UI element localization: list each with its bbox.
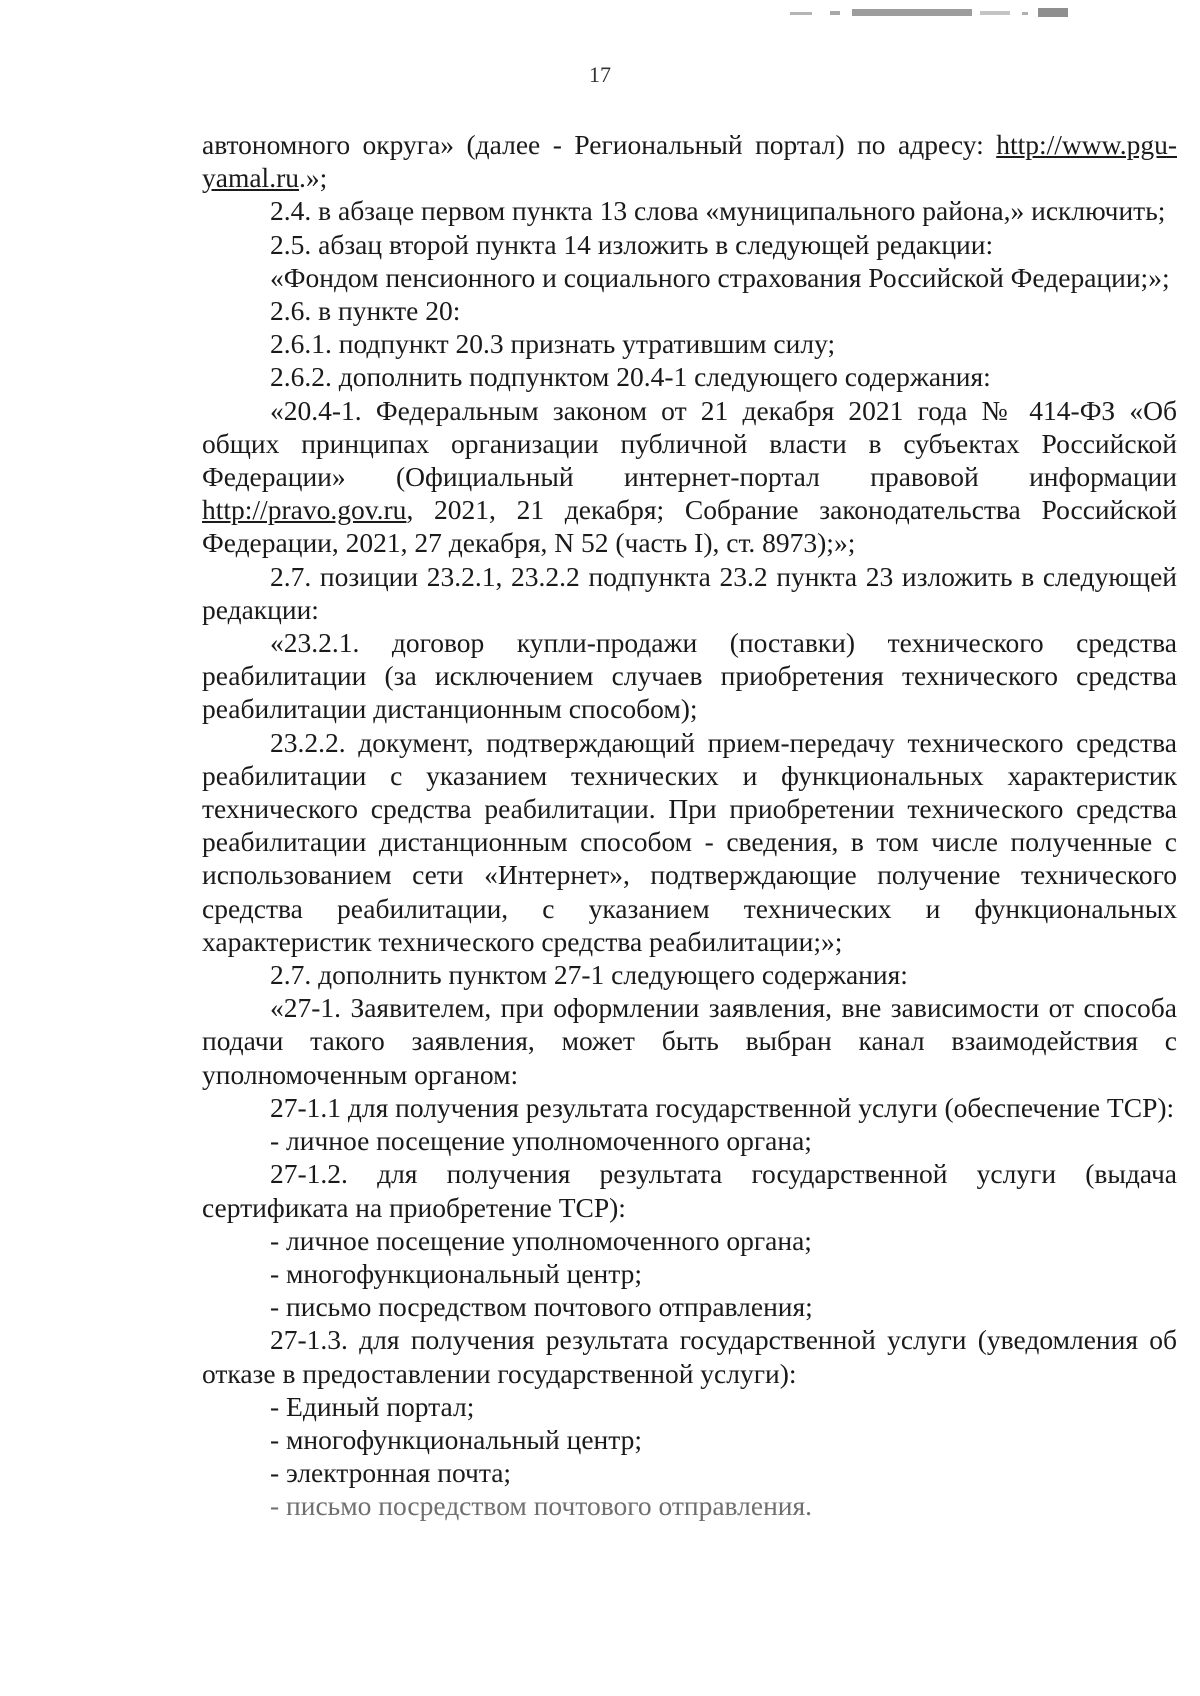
paragraph-text: , 2021, 21 декабря; Собрание законодательства Российской Федерации, 2021, 27 декабря, N 52 (часть I), ст. 8973);»; [202, 494, 1177, 559]
paragraph-text: - электронная почта; [270, 1457, 512, 1489]
paragraph [202, 294, 1177, 327]
paragraph-text: - письмо посредством почтового отправления; [270, 1291, 813, 1323]
paragraph-text: 2.5. абзац второй пункта 14 изложить в следующей редакции: [270, 228, 994, 260]
paragraph-text: 2.6. в пункте 20: [270, 295, 461, 327]
paragraph-text: - многофункциональный центр; [270, 1423, 642, 1455]
paragraph-text: 27-1.1 для получения результата государственной услуги (обеспечение ТСР): [270, 1091, 1175, 1123]
paragraph [202, 128, 1177, 194]
paragraph [202, 228, 1177, 261]
paragraph [202, 327, 1177, 360]
paragraph-text: «Фондом пенсионного и социального страхования Российской Федерации;»; [270, 261, 1170, 293]
url-link[interactable]: http://pravo.gov.ru [202, 494, 407, 526]
paragraph-text: «27-1. Заявителем, при оформлении заявления, вне зависимости от способа подачи такого заявления, может быть выбран канал взаимодействия с уполномоченным органом: [202, 992, 1177, 1090]
paragraph [202, 1323, 1177, 1389]
paragraph [202, 360, 1177, 393]
paragraph [202, 1157, 1177, 1223]
paragraph [202, 194, 1177, 227]
paragraph-text: автономного округа» (далее - Региональный портал) по адресу: [202, 129, 997, 160]
list-item [202, 1423, 1177, 1456]
url-link[interactable]: http://www.pgu-yamal.ru [202, 129, 1177, 194]
paragraph-text: 2.4. в абзаце первом пункта 13 слова «муниципального района,» исключить; [270, 195, 1166, 227]
paragraph-text: «20.4-1. Федеральным законом от 21 декабря 2021 года № 414-ФЗ «Об общих принципах организации публичной власти в субъектах Российской Федерации» (Официальный интернет-портал правовой информации [202, 394, 1177, 493]
paragraph-text: 23.2.2. документ, подтверждающий прием-передачу технического средства реабилитации с указанием технических и функциональных характеристик технического средства реабилитации. При приобретении технического средства реабилитации дистанционным способом - сведения, в том числе полученные с использованием сети «Интернет», подтверждающие получение технического средства реабилитации, с указанием технических и функциональных характеристик технического средства реабилитации;»; [202, 726, 1177, 957]
paragraph-text: 2.6.1. подпункт 20.3 признать утратившим силу; [270, 328, 836, 360]
paragraph [202, 958, 1177, 991]
paragraph-text: 2.7. позиции 23.2.1, 23.2.2 подпункта 23.2 пункта 23 изложить в следующей редакции: [202, 560, 1177, 625]
paragraph-text: «23.2.1. договор купли-продажи (поставки) технического средства реабилитации (за исключением случаев приобретения технического средства реабилитации дистанционным способом); [202, 627, 1177, 725]
paragraph-text: 2.6.2. дополнить подпунктом 20.4-1 следующего содержания: [270, 361, 991, 393]
paragraph-text: .»; [298, 162, 328, 194]
paragraph [202, 726, 1177, 958]
paragraph-text: 27-1.3. для получения результата государственной услуги (уведомления об отказе в предоставлении государственной услуги): [202, 1324, 1177, 1389]
list-item [202, 1124, 1177, 1157]
paragraph [202, 991, 1177, 1091]
list-item [202, 1257, 1177, 1290]
paragraph-text: 2.7. дополнить пунктом 27-1 следующего содержания: [270, 959, 908, 991]
list-item [202, 1489, 1177, 1522]
paragraph [202, 1091, 1177, 1124]
page-number: 17 [589, 62, 611, 87]
paragraph [202, 261, 1177, 294]
paragraph-text: - многофункциональный центр; [270, 1257, 642, 1289]
list-item [202, 1290, 1177, 1323]
paragraph-text: - письмо посредством почтового отправления. [270, 1490, 813, 1522]
scan-smudge [790, 6, 1070, 20]
document-body [202, 128, 1177, 1523]
list-item [202, 1456, 1177, 1489]
paragraph [202, 394, 1177, 560]
list-item [202, 1390, 1177, 1423]
paragraph [202, 560, 1177, 626]
paragraph-text: 27-1.2. для получения результата государственной услуги (выдача сертификата на приобретение ТСР): [202, 1158, 1177, 1223]
list-item [202, 1224, 1177, 1257]
paragraph [202, 626, 1177, 726]
paragraph-text: - Единый портал; [270, 1390, 475, 1422]
paragraph-text: - личное посещение уполномоченного органа; [270, 1224, 812, 1256]
paragraph-text: - личное посещение уполномоченного органа; [270, 1125, 812, 1157]
